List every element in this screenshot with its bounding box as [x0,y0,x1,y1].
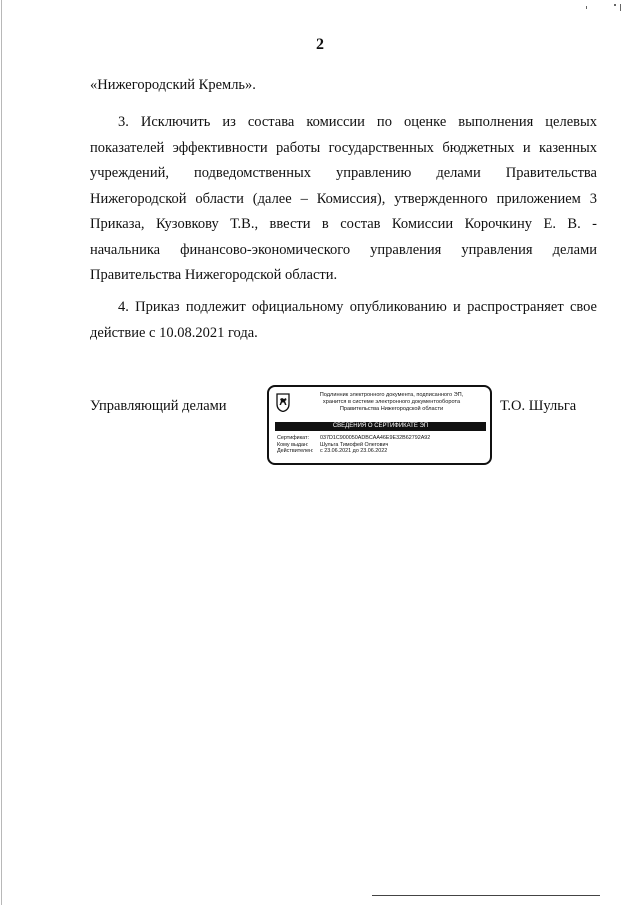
certificate-details [277,435,487,455]
paragraph-item-4 [90,295,597,346]
signatory-name: Т.О. Шульга [500,398,577,414]
text-line: начальника финансово-экономического управления управления делами [90,241,597,258]
valid-value: с 23.06.2021 до 23.06.2022 [320,448,388,455]
scan-speck [614,4,616,6]
stamp-title-bar: СВЕДЕНИЯ О СЕРТИФИКАТЕ ЭП [275,422,486,431]
text-line: 3. Исключить из состава комиссии по оценке выполнения целевых [118,114,597,130]
paragraph-item-3 [90,110,597,289]
coat-of-arms-icon [276,393,290,412]
stamp-header-line: хранится в системе электронного документооборота [322,399,461,405]
paragraph-continuation [90,73,597,99]
scan-speck [620,4,621,11]
text-line: 4. Приказ подлежит официальному опубликованию и распространяет свое [118,299,597,315]
signatory-position: Управляющий делами [90,398,227,414]
footer-rule [372,895,600,896]
text-line: Правительства Нижегородской области. [90,267,338,283]
text-line: Нижегородской области (далее – Комиссия), утвержденного приложением 3 [90,190,597,207]
text-line: Приказа, Кузовкову Т.В., ввести в состав Комиссии Корочкину Е. В. - [90,216,597,232]
stamp-header-line: Правительства Нижегородской области [339,406,444,412]
valid-row [277,448,487,455]
issued-to-value: Шульга Тимофей Олегович [320,441,389,448]
valid-label: Действителен: [277,448,314,455]
stamp-header-line: Подлинник электронного документа, подписанного ЭП, [319,392,464,398]
electronic-signature-stamp [267,385,492,465]
certificate-label: Сертификат: [277,435,310,441]
page-edge-line [1,0,2,905]
issued-to-label: Кому выдан: [277,441,309,448]
scan-speck [586,6,587,9]
stamp-header [295,392,488,413]
page-number: 2 [316,36,324,53]
text-line: показателей эффективности работы государственных бюджетных и казенных [90,139,597,156]
text-line: учреждений, подведомственных управлению делами Правительства [90,165,597,181]
certificate-row [277,435,487,442]
text-line: действие с 10.08.2021 года. [90,324,258,341]
certificate-value: 037D1C900050ADBCAA46E9E32B62792A92 [320,435,431,441]
text-line: «Нижегородский Кремль». [90,77,256,93]
